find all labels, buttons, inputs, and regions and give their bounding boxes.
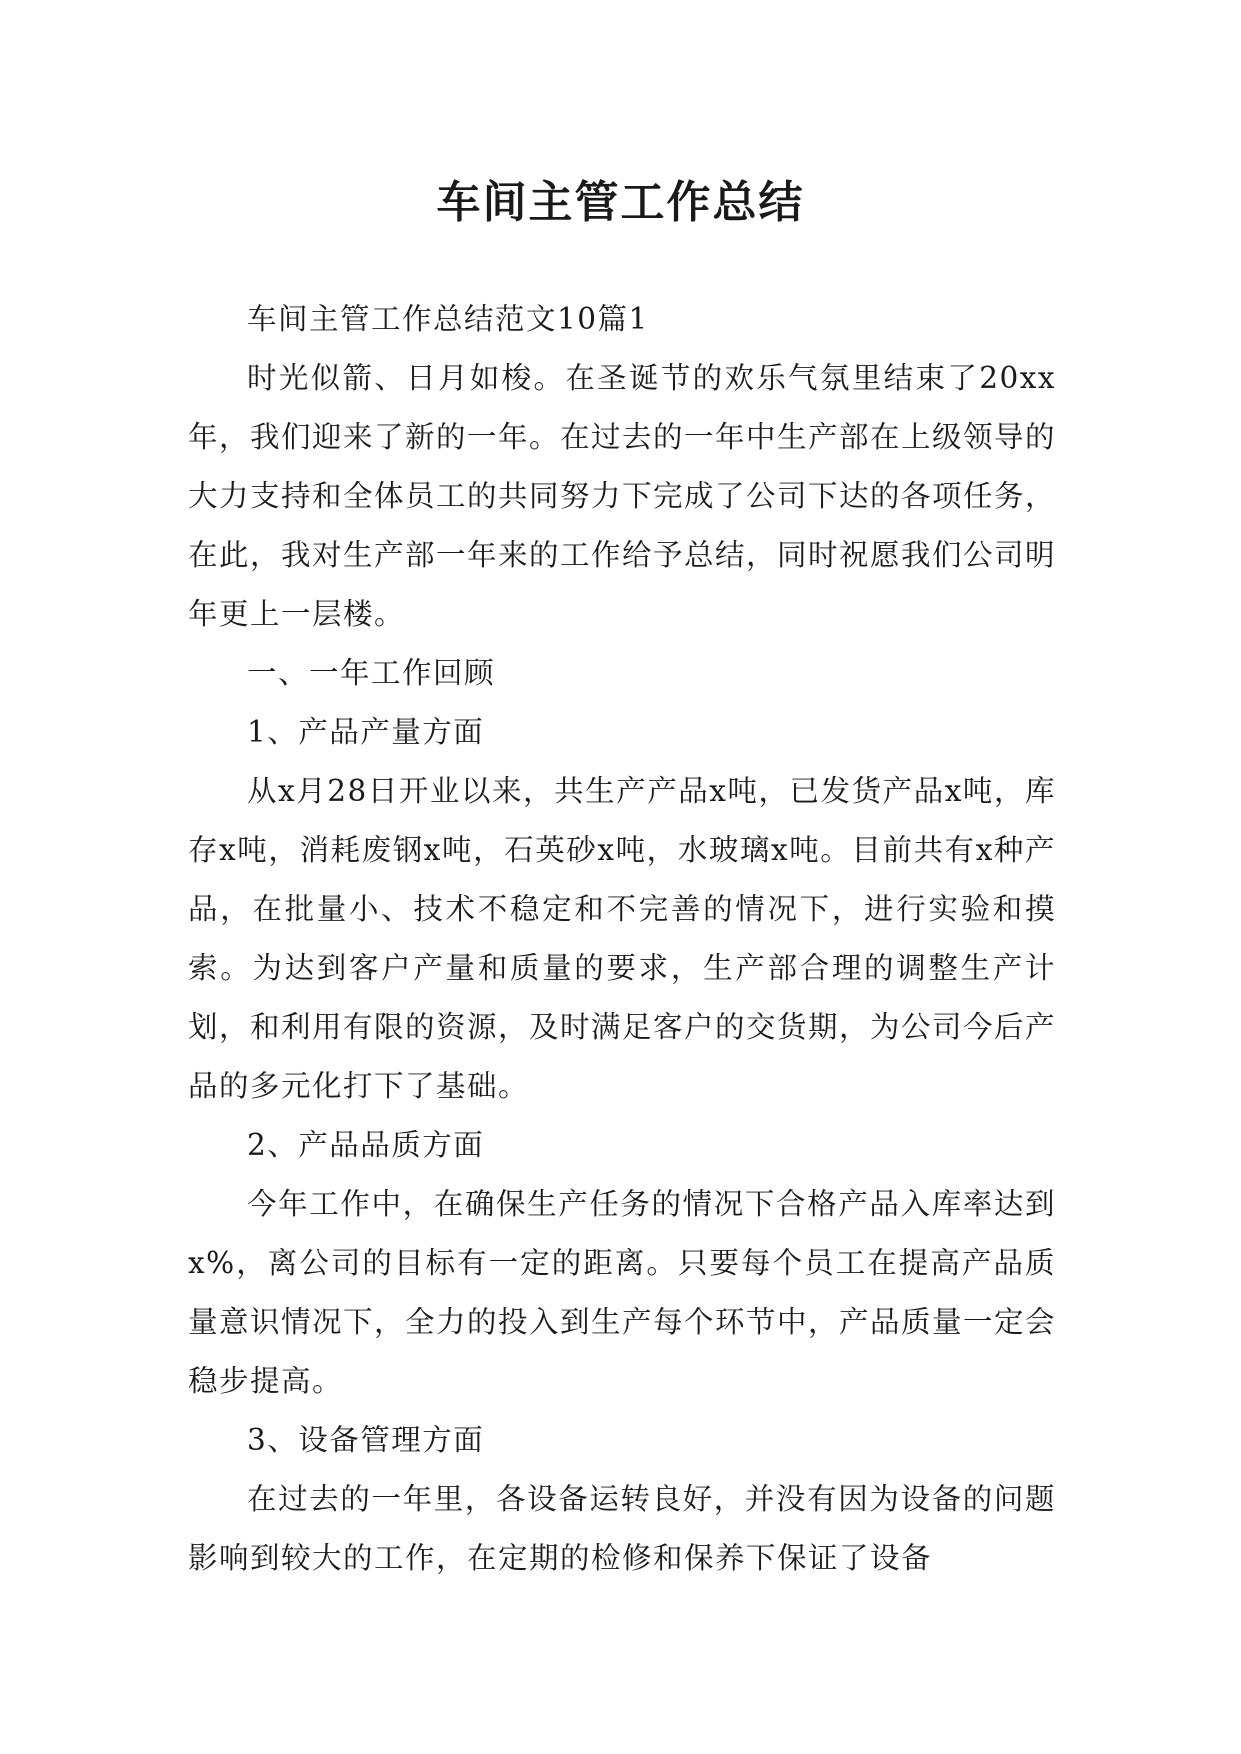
document-body	[188, 290, 1056, 1588]
section-heading: 一、一年工作回顾	[247, 656, 496, 690]
section-heading: 车间主管工作总结范文10篇1	[247, 302, 649, 336]
paragraph: 在过去的一年里，各设备运转良好，并没有因为设备的问题影响到较大的工作，在定期的检修和保养下保证了设备	[188, 1482, 1056, 1575]
section-heading: 1、产品产量方面	[247, 715, 485, 749]
page-title: 车间主管工作总结	[436, 177, 805, 229]
section-heading: 3、设备管理方面	[247, 1423, 485, 1457]
paragraph: 时光似箭、日月如梭。在圣诞节的欢乐气氛里结束了20xx年，我们迎来了新的一年。在过去的一年中生产部在上级领导的大力支持和全体员工的共同努力下完成了公司下达的各项任务，在此，我对生产部一年来的工作给予总结，同时祝愿我们公司明年更上一层楼。	[188, 361, 1057, 631]
section-heading: 2、产品品质方面	[247, 1128, 485, 1162]
paragraph: 从x月28日开业以来，共生产产品x吨，已发货产品x吨，库存x吨，消耗废钢x吨，石英砂x吨，水玻璃x吨。目前共有x种产品，在批量小、技术不稳定和不完善的情况下，进行实验和摸索。为达到客户产量和质量的要求，生产部合理的调整生产计划，和利用有限的资源，及时满足客户的交货期，为公司今后产品的多元化打下了基础。	[188, 774, 1057, 1103]
paragraph: 今年工作中，在确保生产任务的情况下合格产品入库率达到x%，离公司的目标有一定的距离。只要每个员工在提高产品质量意识情况下，全力的投入到生产每个环节中，产品质量一定会稳步提高。	[188, 1187, 1057, 1398]
